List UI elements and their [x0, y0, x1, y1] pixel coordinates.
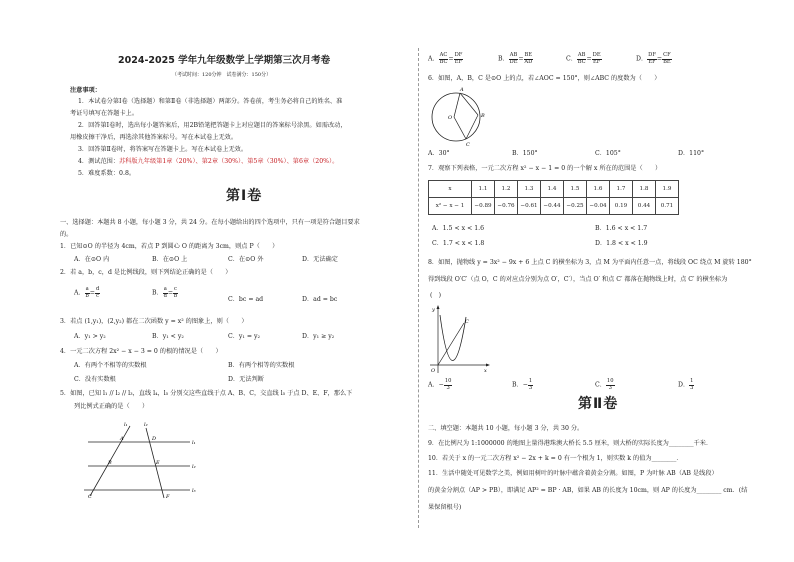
table-cell: 1.5 — [564, 181, 587, 198]
q6-option-b[interactable]: B．150° — [512, 150, 538, 157]
fig-label-l5: l₂ — [144, 422, 148, 428]
table-cell: 1.2 — [495, 181, 518, 198]
q8-option-c[interactable]: C． $\frac{10}{3}$ — [595, 378, 614, 391]
fig-label-l4: l₁ — [124, 422, 128, 428]
q2-option-b[interactable]: B． $\frac{a}{d}$ = $\frac{c}{b}$ — [152, 286, 178, 299]
q11: 11．生活中随处可见数学之美，例如用树叶的叶脉中蕴含着黄金分割。如图，P 为叶脉 AB（AB 是线段） — [428, 470, 718, 477]
table-row — [429, 181, 679, 198]
q2-option-a[interactable]: A． $\frac{a}{b}$ = $\frac{d}{c}$ — [74, 286, 100, 299]
note-line: 1．本试卷分第Ⅰ卷（选择题）和第Ⅱ卷（非选择题）两部分。答卷前，考生务必将自己的姓名、准 — [78, 98, 343, 105]
value-table — [428, 180, 679, 215]
q5-option-a[interactable]: A． $\frac{AC}{BC}$ = $\frac{DF}{EF}$ — [428, 52, 463, 65]
range-label: 4．测试范围： — [78, 158, 120, 165]
table-cell: −0.25 — [564, 198, 587, 215]
segment-oc — [454, 117, 466, 139]
q8-option-d[interactable]: D． $\frac{1}{3}$ — [678, 378, 694, 391]
note-line: 考证号填写在答题卡上。 — [70, 110, 139, 117]
q10: 10．若关于 x 的一元二次方程 x² − 2x + k = 0 有一个根为 1，则实数 k 的值为________． — [428, 455, 683, 462]
q3-stem: 3．若点 (1,y₁)，(2,y₂) 都在二次函数 y = x² 的图象上，则（ ） — [60, 318, 248, 325]
part2-heading: 第Ⅱ卷 — [578, 396, 619, 412]
q8-stem: ( ) — [430, 292, 442, 299]
column-divider — [418, 48, 419, 528]
q6-stem: 6．如图，A，B，C 是⊙O 上的点，若∠AOC = 150°，则∠ABC 的度数为（ ） — [428, 75, 661, 82]
q7-option-c[interactable]: C．1.7 < x < 1.8 — [432, 240, 485, 247]
parabola-figure — [428, 305, 492, 377]
q1-stem: 1．已知⊙O 的半径为 4cm，若点 P 到圆心 O 的距离为 3cm，则点 P（ ） — [60, 243, 279, 250]
table-cell: 0.19 — [610, 198, 633, 215]
section-intro: 的。 — [60, 231, 73, 238]
note-line: 用橡皮擦干净后，再选涂其他答案标号。写在本试卷上无效。 — [70, 134, 238, 141]
q4-option-d[interactable]: D．无法判断 — [228, 376, 264, 383]
q5-option-b[interactable]: B． $\frac{AB}{DE}$ = $\frac{BE}{AD}$ — [498, 52, 533, 65]
q2-option-c[interactable]: C．bc = ad — [228, 296, 264, 303]
q8-stem: 得到线段 O′C′（点 O，C 的对应点分别为点 O′，C′），当点 O′ 和点 C′ 都落在抛物线上时，点 C′ 的横坐标为 — [428, 276, 728, 283]
q3-option-b[interactable]: B．y₁ < y₂ — [152, 333, 184, 340]
q9: 9．在比例尺为 1:1000000 的地图上量得港珠澳大桥长 5.5 厘米，则大桥的实际长度为________千米． — [428, 440, 713, 447]
fig-label-a: A — [460, 87, 464, 93]
y-axis-arrow — [437, 305, 440, 309]
fig-label-c: C — [88, 494, 92, 500]
table-cell: 0.44 — [633, 198, 656, 215]
q5-stem: 列比例式正确的是（ ） — [74, 403, 149, 410]
q8-option-a[interactable]: A．− $\frac{10}{3}$ — [428, 378, 452, 391]
fig-label-y: y — [432, 307, 435, 313]
q5-option-d[interactable]: D． $\frac{DF}{EF}$ = $\frac{CF}{BE}$ — [636, 52, 671, 65]
q7-stem: 7．观察下列表格，一元二次方程 x² − x − 1 = 0 的一个解 x 所在的范围是（ ） — [428, 165, 662, 172]
table-cell: −0.04 — [587, 198, 610, 215]
fig-label-l1: l₁ — [192, 440, 196, 446]
note-line — [78, 158, 338, 166]
q5-stem: 5．如图，已知 l₁ // l₂ // l₃，直线 l₄，l₅ 分别交这些直线于点 A、B、C，交直线 l₅ 于点 D、E、F，那么下 — [60, 390, 353, 397]
section-intro: 一、选择题：本题共 8 小题，每小题 3 分，共 24 分。在每小题给出的四个选项中，只有一项是符合题目要求 — [60, 219, 360, 226]
table-cell: 1.6 — [587, 181, 610, 198]
fig-label-a: A — [120, 436, 124, 442]
q2-option-d[interactable]: D．ad = bc — [302, 296, 338, 303]
fig-label-c: C — [466, 142, 470, 148]
table-cell: 1.9 — [656, 181, 679, 198]
fig-label-c: C — [465, 319, 469, 325]
q7-option-d[interactable]: D．1.8 < x < 1.9 — [595, 240, 648, 247]
test-range: 苏科版九年级第1章（20%）、第2章（30%）、第5章（30%）、第6章（20%）。 — [119, 158, 339, 165]
q7-option-b[interactable]: B．1.6 < x < 1.7 — [595, 225, 648, 232]
q4-option-a[interactable]: A．有两个不相等的实数根 — [74, 362, 147, 369]
q6-option-a[interactable]: A．30° — [428, 150, 450, 157]
note-line: 3．回答第Ⅱ卷时，将答案写在答题卡上。写在本试卷上无效。 — [78, 146, 248, 153]
q3-option-c[interactable]: C．y₁ = y₂ — [228, 333, 260, 340]
q8-option-b[interactable]: B．− $\frac{1}{3}$ — [512, 378, 533, 391]
segment-oa — [454, 93, 460, 117]
table-cell: 1.3 — [518, 181, 541, 198]
q4-option-c[interactable]: C．没有实数根 — [74, 376, 116, 383]
x-axis-arrow — [486, 364, 490, 367]
table-cell: 1.7 — [610, 181, 633, 198]
table-head: x² − x − 1 — [429, 198, 472, 215]
q2-stem: 2．若 a，b，c，d 是比例线段，则下列结论正确的是（ ） — [60, 269, 232, 276]
table-row — [429, 198, 679, 215]
q11: 的黄金分割点（AP > PB），即满足 AP² = BP · AB，如果 AB 的长度为 10cm，则 AP 的长度为________ cm．(结 — [428, 487, 748, 494]
part2-intro: 二、填空题：本题共 10 小题，每小题 3 分，共 30 分。 — [428, 425, 584, 432]
table-cell: 1.1 — [472, 181, 495, 198]
q3-option-d[interactable]: D．y₁ ≥ y₂ — [302, 333, 335, 340]
table-cell: −0.89 — [472, 198, 495, 215]
q3-option-a[interactable]: A．y₁ > y₂ — [74, 333, 106, 340]
parallel-lines-figure — [80, 418, 200, 500]
q1-option-d[interactable]: D．无法确定 — [302, 256, 338, 263]
fig-label-d: D — [152, 436, 157, 442]
circle-o — [432, 93, 480, 141]
fig-label-l2: l₂ — [192, 464, 196, 470]
q1-option-b[interactable]: B．在⊙O 上 — [152, 256, 188, 263]
table-cell: 0.71 — [656, 198, 679, 215]
q4-option-b[interactable]: B．有两个相等的实数根 — [228, 362, 295, 369]
table-cell: −0.76 — [495, 198, 518, 215]
fig-label-e: E — [156, 460, 160, 466]
part1-heading: 第Ⅰ卷 — [226, 188, 263, 204]
table-head: x — [429, 181, 472, 198]
q1-option-c[interactable]: C．在⊙O 外 — [228, 256, 264, 263]
fig-label-l3: l₃ — [192, 488, 196, 494]
q11: 果保留根号) — [428, 504, 462, 511]
q6-option-d[interactable]: D．110° — [678, 150, 705, 157]
fig-label-x: x — [484, 368, 487, 374]
q4-stem: 4．一元二次方程 2x² − x − 3 = 0 的根的情况是（ ） — [60, 348, 222, 355]
note-line: 2．回答第Ⅰ卷时，选出每小题答案后，用2B铅笔把答题卡上对应题目的答案标号涂黑。如需改动， — [78, 122, 347, 129]
parabola-curve — [440, 315, 466, 361]
note-line: 5．难度系数：0.8。 — [78, 170, 136, 177]
q7-option-a[interactable]: A．1.5 < x < 1.6 — [432, 225, 485, 232]
q1-option-a[interactable]: A．在⊙O 内 — [74, 256, 110, 263]
fig-label-f: F — [166, 494, 170, 500]
fig-label-b: B — [108, 460, 112, 466]
exam-meta: （考试时间：120分钟 试卷满分：150分） — [172, 72, 272, 78]
q8-stem: 8．如图，抛物线 y = 3x² − 9x + 6 上点 C 的横坐标为 3，点 M 为平面内任意一点，将线段 OC 绕点 M 旋转 180° — [428, 259, 752, 266]
exam-title: 2024-2025 学年九年级数学上学期第三次月考卷 — [118, 55, 331, 66]
fig-label-b: B — [481, 113, 485, 119]
notes-heading: 注意事项： — [70, 87, 101, 94]
table-cell: −0.61 — [518, 198, 541, 215]
fig-label-o: O — [448, 115, 453, 121]
table-cell: −0.44 — [541, 198, 564, 215]
table-cell: 1.4 — [541, 181, 564, 198]
table-cell: 1.8 — [633, 181, 656, 198]
circle-figure — [426, 85, 496, 147]
segment-ab — [460, 93, 478, 115]
q6-option-c[interactable]: C．105° — [595, 150, 621, 157]
q5-option-c[interactable]: C． $\frac{AB}{BC}$ = $\frac{DE}{EF}$ — [566, 52, 601, 65]
fig-label-o: O — [431, 368, 436, 374]
